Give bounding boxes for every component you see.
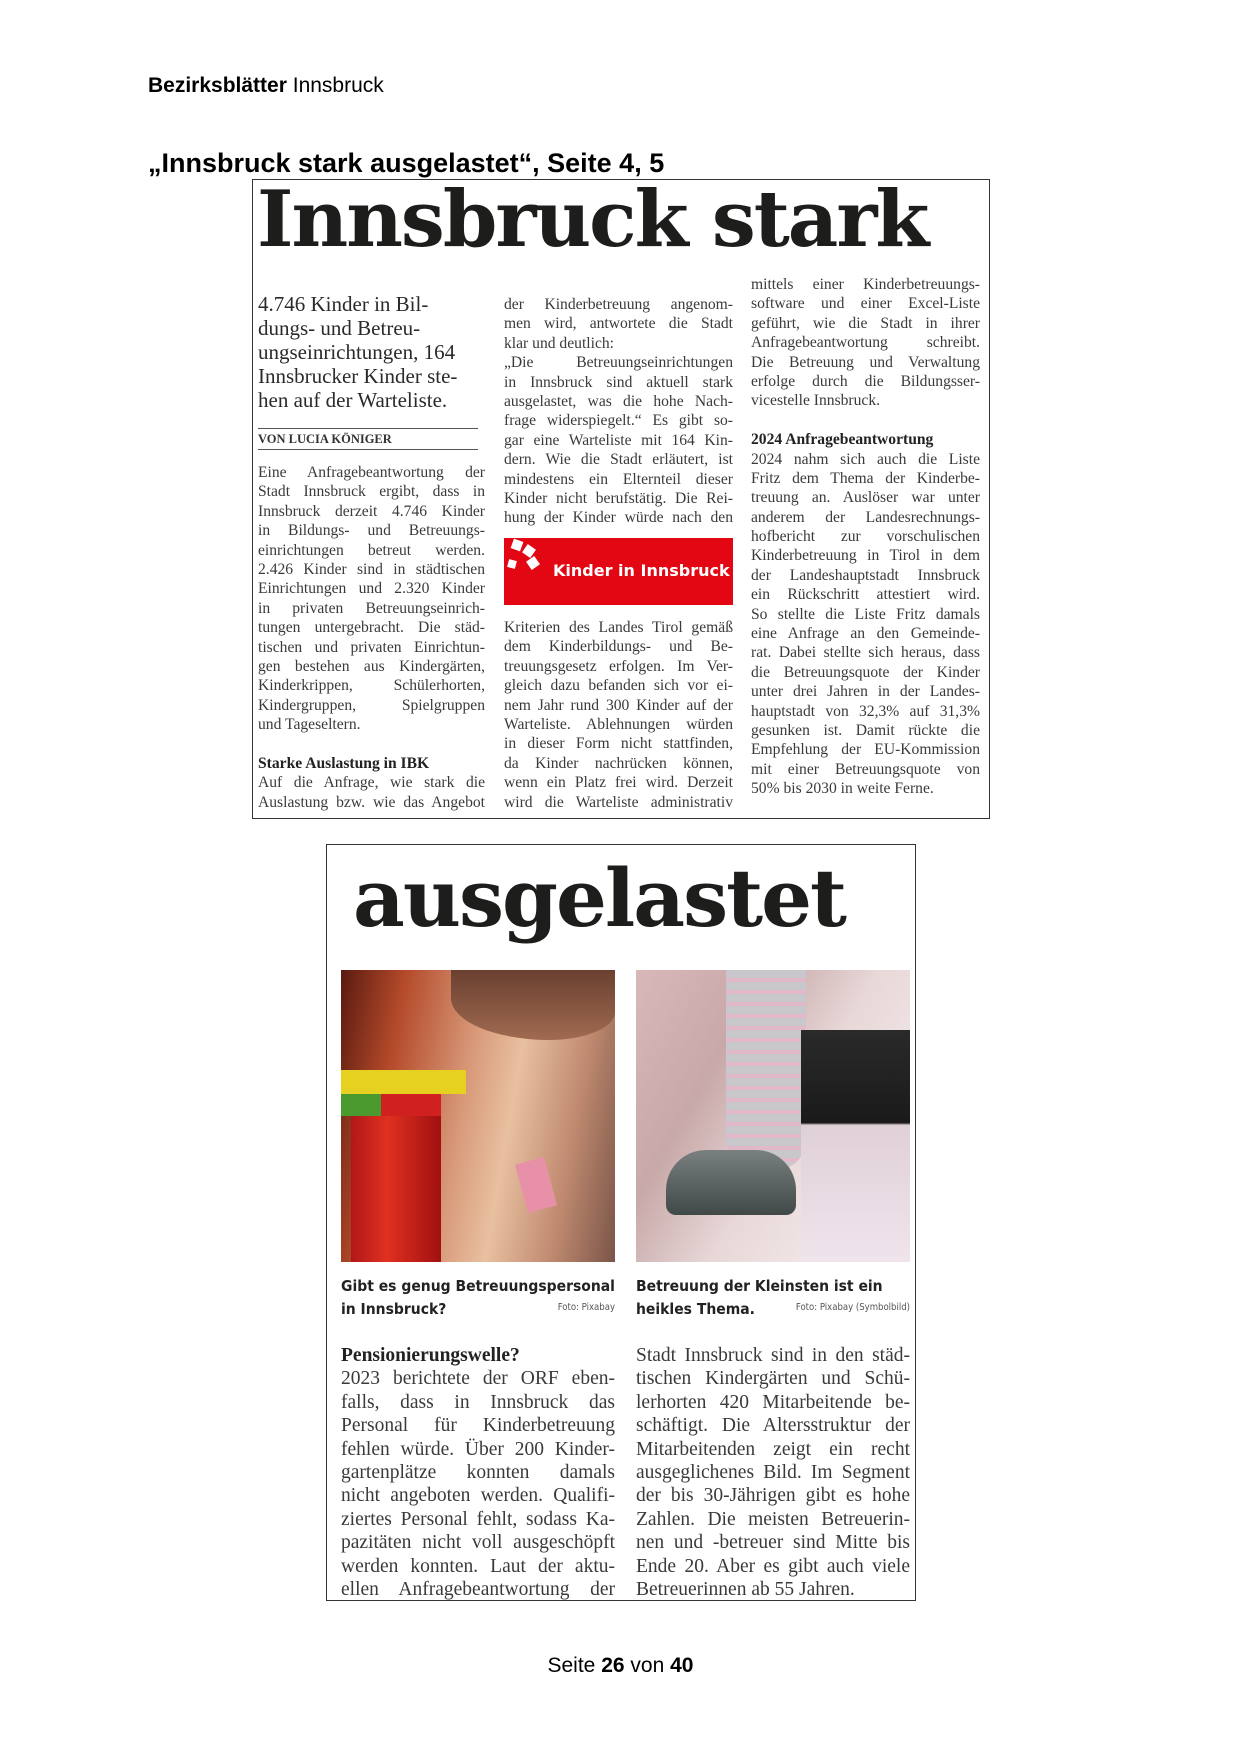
source-name: Bezirksblätter <box>148 74 287 97</box>
toy-block <box>341 1070 466 1094</box>
text-line: pazitäten nicht voll ausgeschöpft <box>341 1532 615 1554</box>
text-line: wenn ein Platz frei wird. Derzeit <box>504 774 733 792</box>
text-line: in Bildungs- und Betreuungs- <box>258 522 485 540</box>
headline-part-2: ausgelastet <box>353 851 845 945</box>
text-line: Betreuerinnen ab 55 Jahren. <box>636 1578 855 1600</box>
paragraph-gap <box>751 411 980 430</box>
text-line: die Betreuungsquote der Kinder <box>751 663 980 681</box>
text-line: Personal für Kinderbetreuung <box>341 1415 615 1437</box>
subheading <box>341 1344 615 1367</box>
article-column-2-bottom <box>504 618 733 812</box>
text-line: mit einer Betreuungsquote von <box>751 760 980 778</box>
text-line: „Die Betreuungseinrichtungen <box>504 354 733 372</box>
text-line: Starke Auslastung in IBK <box>258 754 430 772</box>
caption-line: Gibt es genug Betreuungspersonal <box>341 1277 615 1295</box>
caption-line: in Innsbruck? <box>341 1300 447 1318</box>
text-line: hauptstadt von 32,3% auf 31,3% <box>751 702 980 720</box>
lead-line: ungseinrichtungen, 164 <box>258 340 456 364</box>
text-line: mindestens ein Elternteil dieser <box>504 470 733 488</box>
lead-line: dungs- und Betreu- <box>258 316 421 340</box>
text-line: anderem der Landesrechnungs- <box>751 508 980 526</box>
text-line: treuung an. Auslöser war unter <box>751 489 980 507</box>
logo-square-icon <box>526 556 540 570</box>
text-line: einrichtungen betreut werden. <box>258 541 485 559</box>
text-line: hung der Kinder würde nach den <box>504 509 733 527</box>
text-line: Kinder nicht berufstätig. Die Rei- <box>504 489 733 507</box>
text-line: der Landeshauptstadt Innsbruck <box>751 566 980 584</box>
text-line: der Kinderbetreuung angenom- <box>504 296 733 313</box>
text-line: in privaten Betreuungseinrich- <box>258 599 485 617</box>
text-line: in Innsbruck sind aktuell stark <box>504 373 733 391</box>
current-page: 26 <box>601 1654 625 1677</box>
text-line: 2024 nahm sich auch die Liste <box>751 450 980 468</box>
article-column-5 <box>636 1344 910 1601</box>
text-line: werden konnten. Laut der aktu- <box>341 1555 615 1577</box>
text-line: Die Betreuung und Verwaltung <box>751 353 980 371</box>
text-line: gar eine Warteliste mit 164 Kin- <box>504 431 733 449</box>
article-column-1 <box>258 463 485 812</box>
text-line: dem Kinderbildungs- und Be- <box>504 638 733 656</box>
lead-line: hen auf der Warteliste. <box>258 388 448 412</box>
article-column-3 <box>751 275 980 799</box>
text-line: Auslastung bzw. wie das Angebot <box>258 793 485 811</box>
text-line: ziertes Personal fehlt, sodass Ka- <box>341 1508 615 1530</box>
text-line: unter drei Jahren in der Landes- <box>751 683 980 701</box>
text-line: Kinderkrippen, Schülerhorten, <box>258 677 485 695</box>
photo-child-tying-shoe <box>636 970 910 1262</box>
photo-child-with-blocks <box>341 970 615 1262</box>
text-line: men wird, antwortete die Stadt <box>504 315 733 333</box>
paragraph <box>258 463 485 734</box>
text-line: Zahlen. Die meisten Betreuerin- <box>636 1508 910 1530</box>
text-line: mittels einer Kinderbetreuungs- <box>751 276 980 293</box>
newspaper-clipping-page-5 <box>326 844 916 1601</box>
text-line: Auf die Anfrage, wie stark die <box>258 774 485 792</box>
text-line: 2023 berichtete der ORF eben- <box>341 1368 615 1390</box>
subheading <box>751 430 980 449</box>
paragraph <box>751 275 980 411</box>
text-line: 50% bis 2030 in weite Ferne. <box>751 780 934 798</box>
pink-block <box>515 1157 557 1213</box>
text-line: ellen Anfragebeantwortung der <box>341 1578 615 1600</box>
kinder-in-innsbruck-banner <box>504 538 733 605</box>
page-prefix: Seite <box>547 1654 596 1677</box>
text-line: Kindergruppen, Spielgruppen <box>258 696 485 714</box>
toy-block-tower <box>351 1116 441 1262</box>
text-line: Anfragebeantwortung schreibt. <box>751 334 980 352</box>
text-line: Kinderbetreuung in Tirol in dem <box>751 547 980 565</box>
text-line: Empfehlung der EU-Kommission <box>751 741 980 759</box>
text-line: 2.426 Kinder sind in städtischen <box>258 560 485 578</box>
article-column-4 <box>341 1344 615 1601</box>
text-line: in dieser Form nicht stattfinden, <box>504 735 733 753</box>
paragraph <box>504 295 733 353</box>
text-line: lerhorten 420 Mitarbeitende be- <box>636 1391 910 1413</box>
text-line: nen und -betreuer sind Mitte bis <box>636 1532 910 1554</box>
text-line: wird die Warteliste administrativ <box>504 793 733 811</box>
total-pages: 40 <box>670 1654 694 1677</box>
text-line: Stadt Innsbruck sind in den städ- <box>636 1345 910 1366</box>
text-line: und Tageseltern. <box>258 716 361 734</box>
text-line: Innsbruck derzeit 4.746 Kinder <box>258 502 485 520</box>
text-line: 2024 Anfragebeantwortung <box>751 431 934 449</box>
text-line: klar und deutlich: <box>504 334 614 352</box>
toy-block <box>381 1094 441 1116</box>
text-line: nem Jahr rund 300 Kinder auf der <box>504 696 733 714</box>
text-line: Kriterien des Landes Tirol gemäß <box>504 619 733 636</box>
text-line: Mitarbeitenden zeigt ein recht <box>636 1438 910 1460</box>
text-line: hofbericht zur vorschulischen <box>751 528 980 546</box>
text-line: dern. Wie die Stadt erläutert, ist <box>504 451 733 469</box>
paragraph <box>341 1367 615 1601</box>
page-number <box>0 1654 1241 1678</box>
text-line: Warteliste. Ablehnungen würden <box>504 715 733 733</box>
text-line: schäftigt. Die Altersstruktur der <box>636 1415 910 1437</box>
text-line: nicht angeboten werden. Qualifi- <box>341 1485 615 1507</box>
text-line: Stadt Innsbruck ergibt, dass in <box>258 483 485 501</box>
paragraph <box>636 1344 910 1601</box>
source-label <box>148 74 384 98</box>
text-line: treuungsgesetz erfolgen. Im Ver- <box>504 657 733 675</box>
text-line: der bis 30-Jährigen gibt es hohe <box>636 1485 910 1507</box>
text-line: Einrichtungen und 2.320 Kinder <box>258 580 485 598</box>
caption-line: heikles Thema. <box>636 1300 755 1318</box>
article-column-2-top <box>504 295 733 528</box>
photo-2-caption <box>636 1275 910 1321</box>
article-lead <box>258 292 478 412</box>
paragraph <box>504 353 733 528</box>
text-line: software und einer Excel-Liste <box>751 295 980 313</box>
photo-1-caption <box>341 1275 615 1321</box>
source-region: Innsbruck <box>292 74 384 97</box>
child-hair <box>451 970 615 1040</box>
text-line: Eine Anfragebeantwortung der <box>258 464 485 481</box>
text-line: rat. Dabei stellte sich heraus, dass <box>751 644 980 662</box>
lead-line: Innsbrucker Kinder ste- <box>258 364 458 388</box>
text-line: falls, dass in Innsbruck das <box>341 1391 615 1413</box>
text-line: fehlen würde. Über 200 Kinder- <box>341 1438 615 1460</box>
text-line: gleich dazu befanden sich vor ei- <box>504 677 733 695</box>
text-line: So stellte die Liste Fritz damals <box>751 605 980 623</box>
byline: VON LUCIA KÖNIGER <box>258 428 478 450</box>
paragraph <box>751 450 980 799</box>
toy-block <box>341 1094 381 1116</box>
child-body <box>801 1030 910 1262</box>
text-line: da Kinder nachrücken können, <box>504 754 733 772</box>
text-line: Ende 20. Aber es gibt auch viele <box>636 1555 910 1577</box>
text-line: tungen untergebracht. Die städ- <box>258 619 485 637</box>
logo-square-icon <box>511 539 524 552</box>
text-line: gen bestehen aus Kindergärten, <box>258 657 485 675</box>
text-line: Fritz dem Thema der Kinderbe- <box>751 469 980 487</box>
clipping-title: „Innsbruck stark ausgelastet“, Seite 4, 5 <box>148 148 665 178</box>
text-line: eine Anfrage an den Gemeinde- <box>751 625 980 643</box>
text-line: ausgeglichenes Bild. Im Segment <box>636 1461 910 1483</box>
page-of: von <box>630 1654 665 1677</box>
text-line: tischen und privaten Einrichtun- <box>258 638 485 656</box>
banner-text: Kinder in Innsbruck <box>553 561 730 580</box>
headline-part-1: Innsbruck stark <box>257 174 928 265</box>
lead-line: 4.746 Kinder in Bil- <box>258 292 429 316</box>
text-line: ein Rückschritt attestiert wird. <box>751 586 980 604</box>
newspaper-clipping-page-4 <box>252 174 990 819</box>
text-line: vicestelle Innsbruck. <box>751 392 881 410</box>
text-line: ausgelastet, was die hohe Nach- <box>504 392 733 410</box>
child-leg <box>726 970 806 1170</box>
photo-credit: Foto: Pixabay <box>557 1302 615 1313</box>
paragraph <box>504 618 733 812</box>
caption-line: Betreuung der Kleinsten ist ein <box>636 1277 883 1295</box>
text-line: Pensionierungswelle? <box>341 1345 520 1366</box>
paragraph-gap <box>258 734 485 753</box>
text-line: geführt, wie die Stadt in ihrer <box>751 314 980 332</box>
text-line: tischen Kindergärten und Schü- <box>636 1368 910 1390</box>
subheading <box>258 754 485 773</box>
text-line: gesunken ist. Damit rückte die <box>751 721 980 739</box>
paragraph <box>258 773 485 812</box>
photo-credit: Foto: Pixabay (Symbolbild) <box>795 1302 910 1313</box>
text-line: erfolge durch die Bildungsser- <box>751 372 980 390</box>
text-line: frage widerspiegelt.“ Es gibt so- <box>504 412 733 430</box>
text-line: gartenplätze konnten damals <box>341 1461 615 1483</box>
shoe <box>666 1150 796 1215</box>
logo-square-icon <box>507 559 517 569</box>
